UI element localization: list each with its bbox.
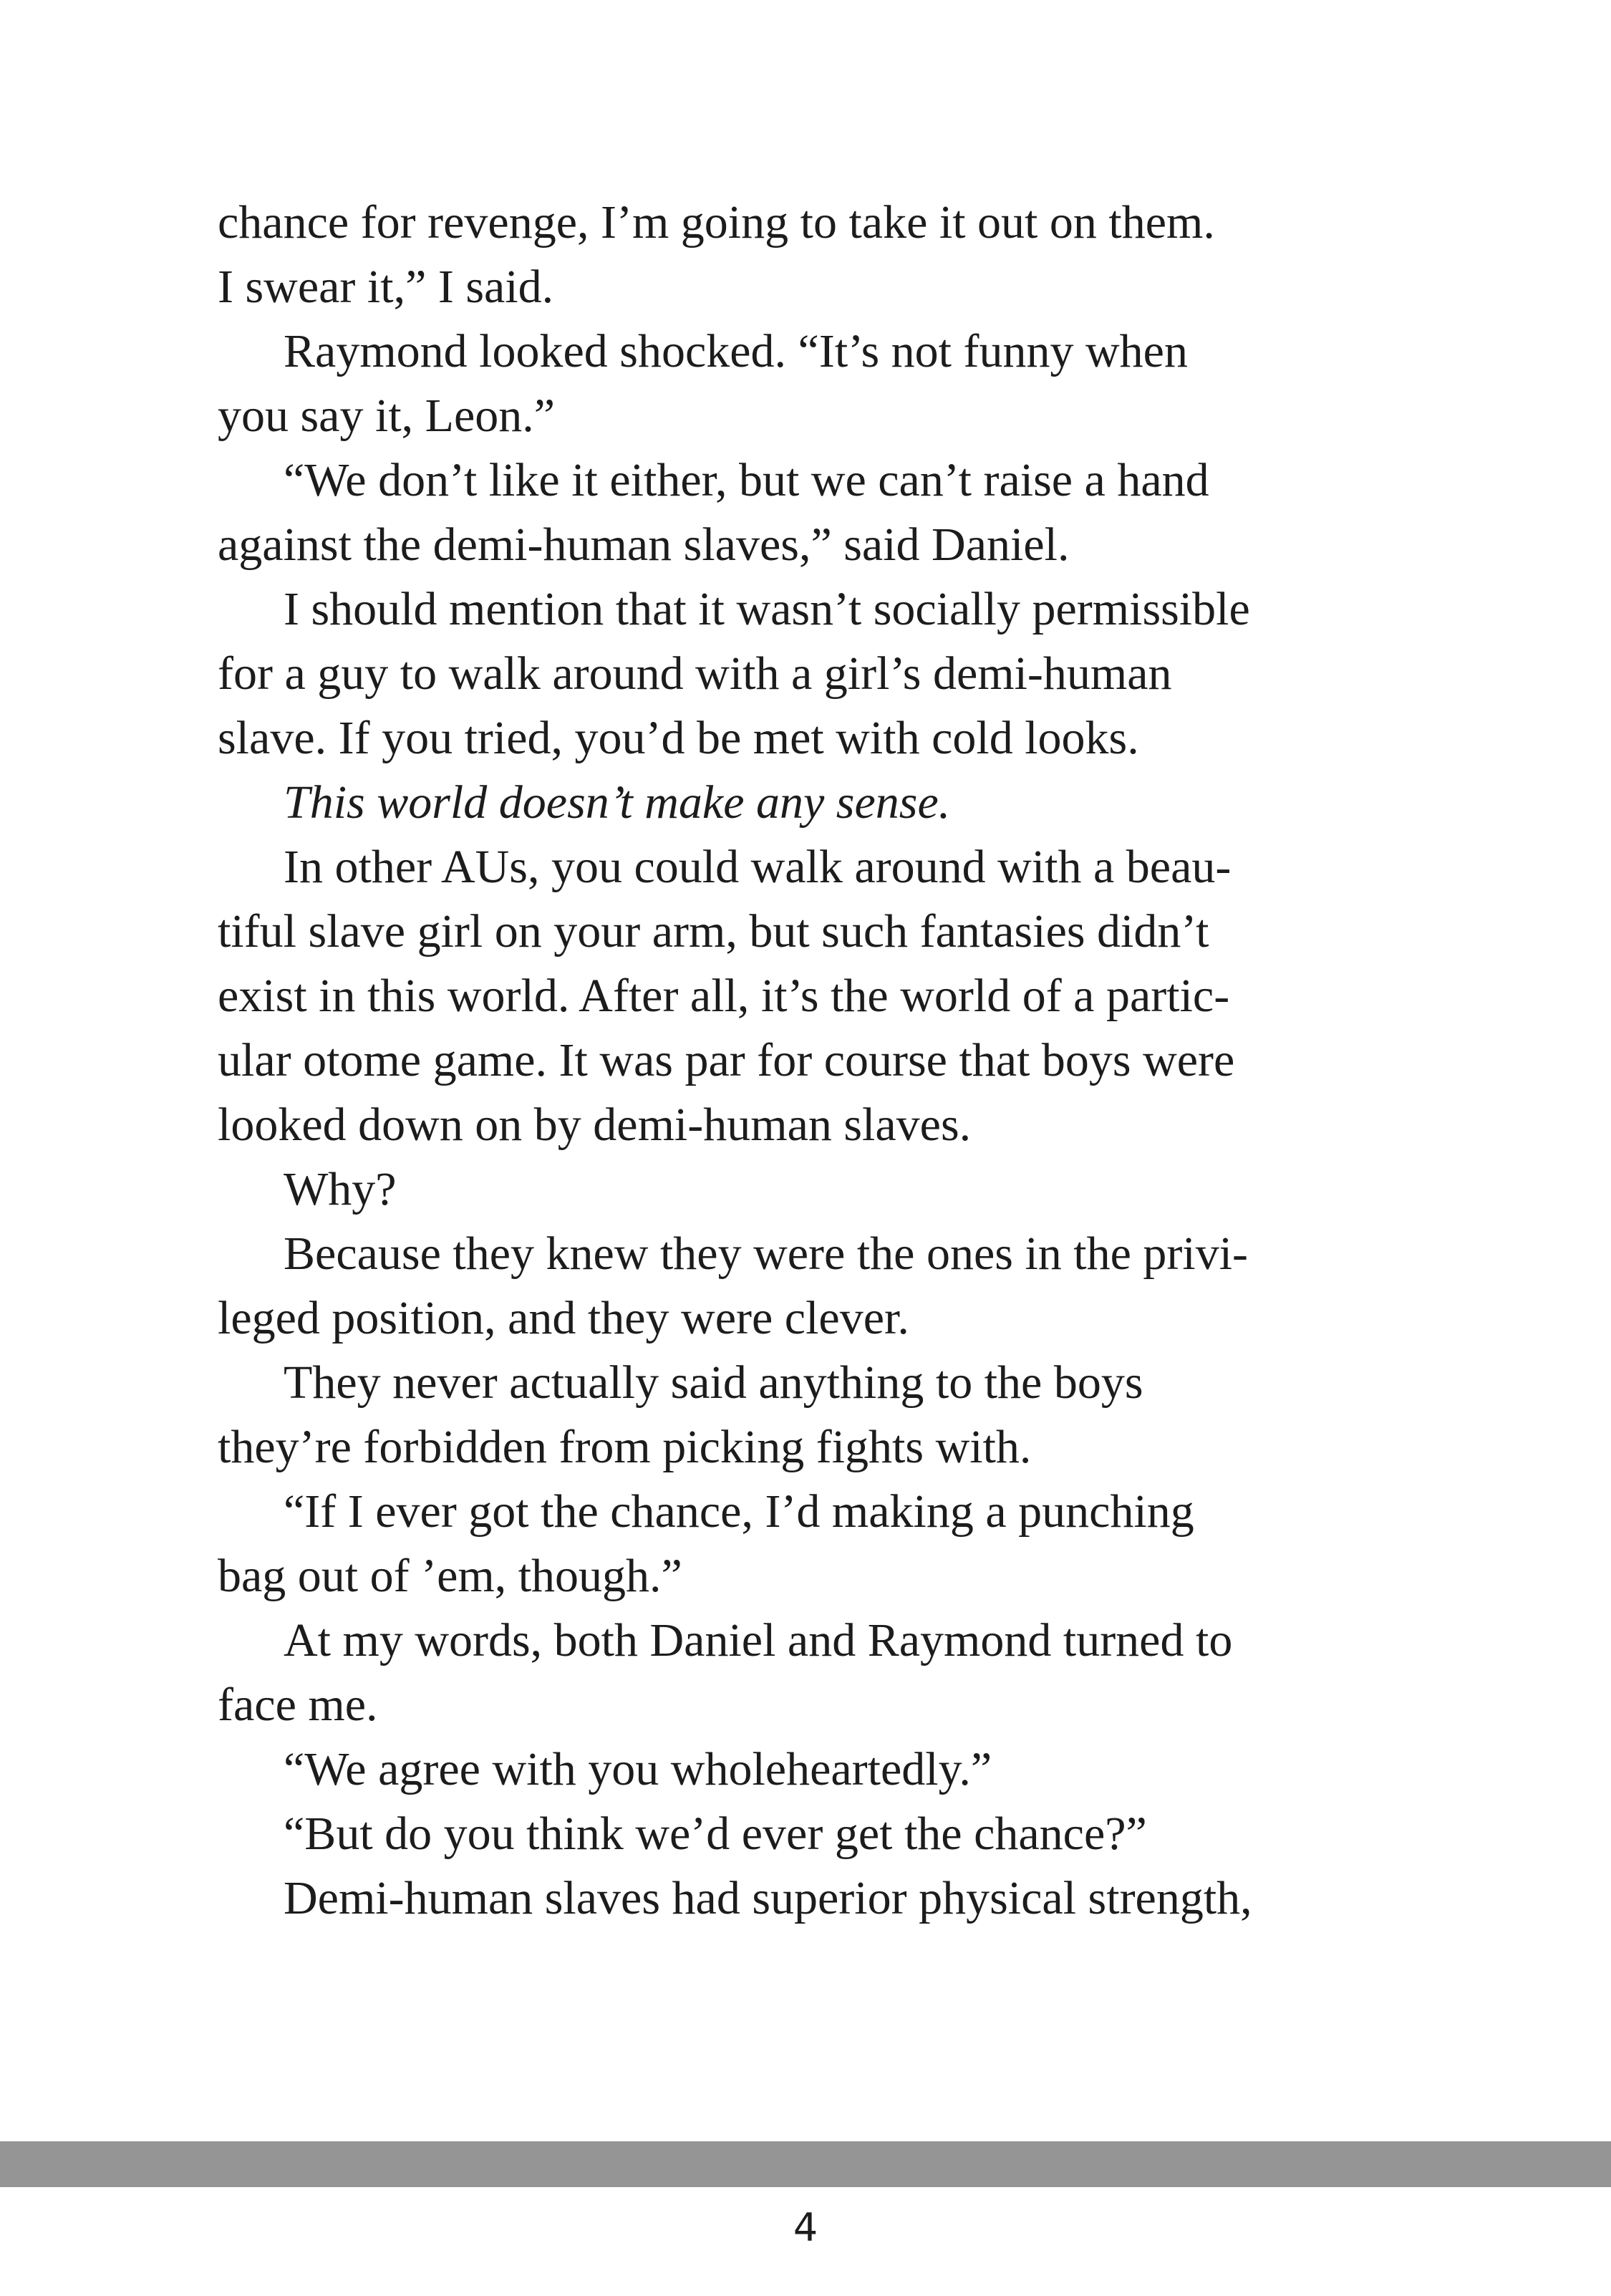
text-line: Raymond looked shocked. “It’s not funny when bbox=[284, 325, 1188, 377]
text-line: chance for revenge, I’m going to take it out on them. bbox=[218, 196, 1215, 249]
text-line: leged position, and they were clever. bbox=[218, 1292, 909, 1344]
text-line: for a guy to walk around with a girl’s demi-human bbox=[218, 647, 1172, 700]
text-line: In other AUs, you could walk around with a beau- bbox=[284, 841, 1232, 893]
text-line: At my words, both Daniel and Raymond turned to bbox=[284, 1614, 1233, 1666]
text-line: “We agree with you wholeheartedly.” bbox=[284, 1743, 992, 1795]
text-line: “We don’t like it either, but we can’t raise a hand bbox=[284, 454, 1209, 506]
page-number: 4 bbox=[793, 2205, 818, 2250]
text-line: “But do you think we’d ever get the chance?” bbox=[284, 1808, 1147, 1860]
text-line: They never actually said anything to the boys bbox=[284, 1356, 1143, 1409]
text-line: exist in this world. After all, it’s the world of a partic- bbox=[218, 970, 1230, 1022]
text-line: you say it, Leon.” bbox=[218, 390, 556, 442]
text-line: against the demi-human slaves,” said Daniel. bbox=[218, 518, 1070, 571]
text-line: Because they knew they were the ones in the privi- bbox=[284, 1227, 1249, 1280]
text-line: I should mention that it wasn’t socially permissible bbox=[284, 583, 1250, 635]
text-line: face me. bbox=[218, 1679, 378, 1731]
text-line: slave. If you tried, you’d be met with cold looks. bbox=[218, 712, 1139, 764]
footer-bar bbox=[0, 2141, 1611, 2187]
text-line: “If I ever got the chance, I’d making a punching bbox=[284, 1485, 1194, 1538]
text-line: Why? bbox=[284, 1163, 397, 1215]
text-line: ular otome game. It was par for course that boys were bbox=[218, 1034, 1235, 1086]
italic-thought-line: This world doesn’t make any sense. bbox=[284, 776, 951, 829]
text-line: I swear it,” I said. bbox=[218, 261, 554, 313]
text-line: looked down on by demi-human slaves. bbox=[218, 1099, 972, 1151]
text-line: they’re forbidden from picking fights with. bbox=[218, 1421, 1032, 1473]
text-line: Demi-human slaves had superior physical strength, bbox=[284, 1872, 1252, 1924]
text-line: bag out of ’em, though.” bbox=[218, 1550, 682, 1602]
text-line: tiful slave girl on your arm, but such fantasies didn’t bbox=[218, 905, 1209, 958]
